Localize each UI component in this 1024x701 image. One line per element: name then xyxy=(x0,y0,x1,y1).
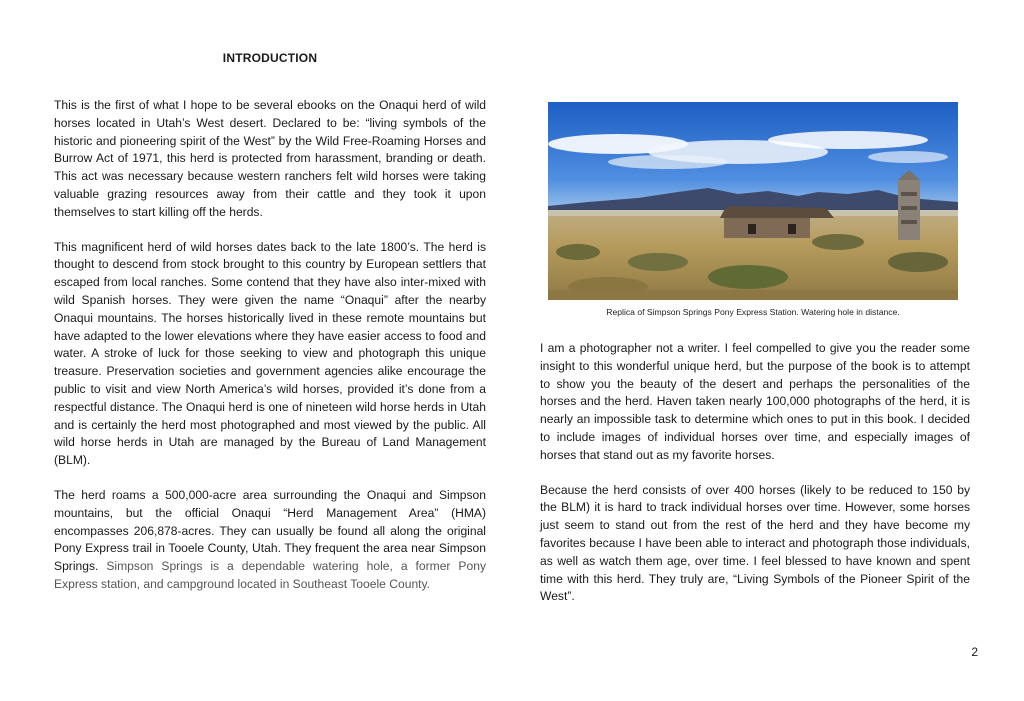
paragraph: I am a photographer not a writer. I feel compelled to give you the reader some insight to this wonderful unique herd, but the purpose of the book is to attempt to show you the beauty of the desert and perhaps the personalities of the horses and the herd. Haven taken nearly 100,000 photographs of the herd, it is nearly an impossible task to determine which ones to put in this book. I decided to include images of individual horses over time, and especially images of horses that stand out as my favorite horses. xyxy=(540,341,970,462)
pony-express-station-photo xyxy=(548,102,958,300)
left-column xyxy=(54,97,486,611)
paragraph-text-muted: Simpson Springs is a dependable watering hole, a former Pony Express station, and campground located in Southeast Tooele County. xyxy=(54,559,486,591)
paragraph: Because the herd consists of over 400 horses (likely to be reduced to 150 by the BLM) it is hard to track individual horses over time. However, some horses just seem to stand out from the rest of the herd and they have become my favorites because I have been able to interact and photograph those individuals, as well as watch them age, over time. I feel blessed to have known and spent time with this herd. They truly are, “Living Symbols of the Pioneer Spirit of the West”. xyxy=(540,482,970,604)
page-title: INTRODUCTION xyxy=(222,51,318,65)
photo-caption: Replica of Simpson Springs Pony Express Station. Watering hole in distance. xyxy=(606,307,900,317)
paragraph: This is the first of what I hope to be several ebooks on the Onaqui herd of wild horses located in Utah’s West desert. Declared to be: “living symbols of the historic and pioneering spirit of the West” by the Wild Free-Roaming Horses and Burrow Act of 1971, this herd is protected from harassment, branding or death. This act was necessary because western ranchers felt wild horses were taking valuable grazing resources away from their cattle and they took it upon themselves to start killing off the herds. xyxy=(54,98,486,219)
paragraph xyxy=(54,487,486,594)
right-column xyxy=(540,340,970,623)
paragraph-text: The herd roams a 500,000-acre area surrounding the Onaqui and Simpson mountains, but the official Onaqui “Herd Management Area” (HMA) encompasses 206,878-acres. They can usually be found all along the original Pony Express trail in Tooele County, Utah. They frequent the area near Simpson Springs. xyxy=(54,487,486,574)
paragraph: This magnificent herd of wild horses dates back to the late 1800’s. The herd is thought to descend from stock brought to this country by European settlers that escaped from local ranches. Some contend that they have also inter-mixed with wild Spanish horses. They were given the name “Onaqui” after the nearby Onaqui mountains. The horses historically lived in these remote mountains but have adapted to the lower elevations where they have easier access to food and water. A stroke of luck for those seeking to view and photograph this unique treasure. Preservation societies and government agencies alike encourage the public to visit and view North America’s wild horses, provided it’s done from a respectful distance. The Onaqui herd is one of nineteen wild horse herds in Utah and is certainly the herd most photographed and most viewed by the public. All wild horse herds in Utah are managed by the Bureau of Land Management (BLM). xyxy=(54,239,486,468)
page-number: 2 xyxy=(971,645,978,659)
